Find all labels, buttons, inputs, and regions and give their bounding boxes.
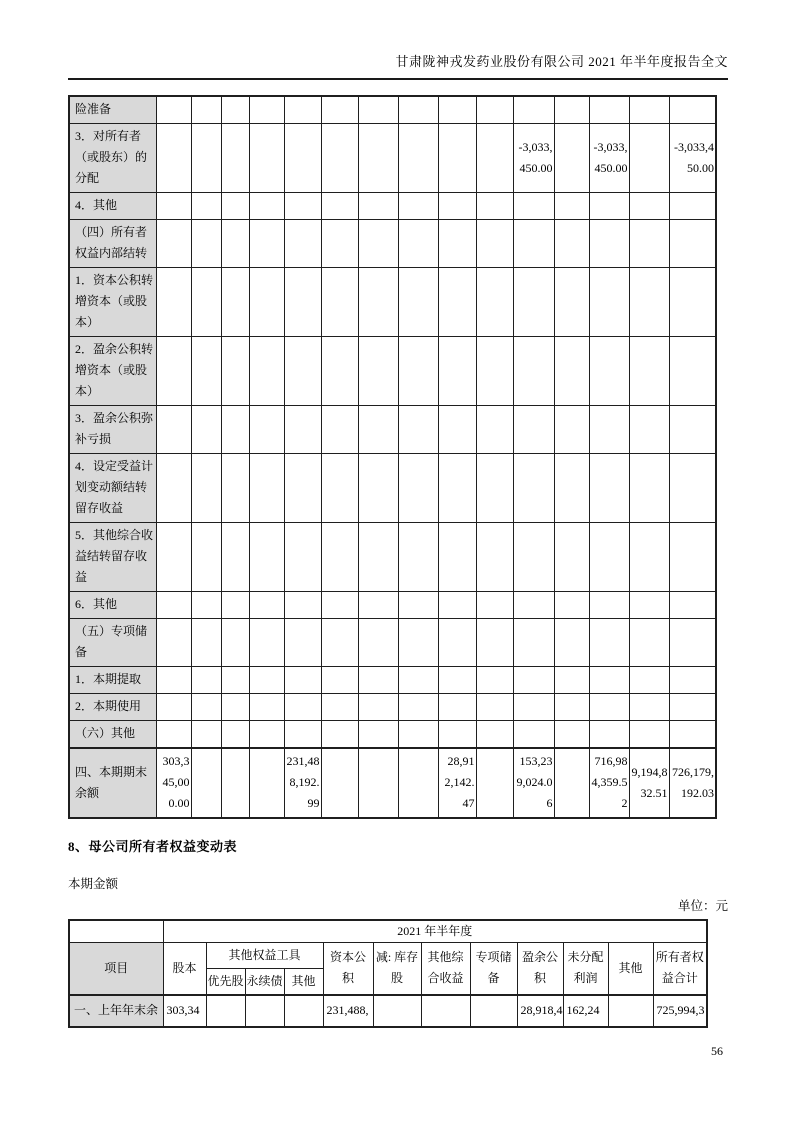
- value-cell: [398, 694, 438, 721]
- value-cell: [191, 619, 221, 667]
- value-cell: [476, 337, 513, 406]
- value-cell: [629, 721, 669, 749]
- value-cell: [589, 406, 629, 454]
- unit-label: 单位：元: [677, 899, 728, 913]
- value-cell: [669, 220, 716, 268]
- value-cell: [669, 268, 716, 337]
- value-cell: [249, 406, 284, 454]
- value-cell: [438, 124, 476, 193]
- value-cell: [554, 748, 589, 818]
- value-cell: [156, 337, 191, 406]
- value-cell: [669, 193, 716, 220]
- value-cell: [156, 667, 191, 694]
- value-cell: [629, 694, 669, 721]
- value-cell: [358, 619, 398, 667]
- value-cell: [629, 220, 669, 268]
- value-cell: [156, 268, 191, 337]
- value-cell: [249, 619, 284, 667]
- value-cell: [284, 995, 323, 1027]
- value-cell: [358, 268, 398, 337]
- value-cell: [629, 193, 669, 220]
- row-label: 5．其他综合收益结转留存收益: [69, 523, 156, 592]
- value-cell: [249, 337, 284, 406]
- value-cell: [358, 694, 398, 721]
- value-cell: [321, 694, 358, 721]
- value-cell: [629, 523, 669, 592]
- value-cell: [191, 454, 221, 523]
- value-cell: [321, 220, 358, 268]
- value-cell: [191, 337, 221, 406]
- value-cell: [476, 268, 513, 337]
- value-cell: [669, 523, 716, 592]
- value-cell: [358, 406, 398, 454]
- value-cell: [629, 96, 669, 124]
- table-row: [69, 193, 716, 220]
- value-cell: [156, 220, 191, 268]
- value-cell: [221, 96, 249, 124]
- value-cell: [438, 193, 476, 220]
- value-cell: [438, 454, 476, 523]
- value-cell: [191, 592, 221, 619]
- value-cell: [476, 694, 513, 721]
- value-cell: [589, 193, 629, 220]
- value-cell: [221, 454, 249, 523]
- value-cell: [629, 619, 669, 667]
- table-row: [69, 920, 707, 942]
- value-cell: [476, 523, 513, 592]
- value-cell: [191, 523, 221, 592]
- value-cell: [398, 667, 438, 694]
- value-cell: [249, 454, 284, 523]
- value-cell: [221, 523, 249, 592]
- value-cell: [629, 454, 669, 523]
- table-row: [69, 942, 707, 968]
- value-cell: [554, 667, 589, 694]
- value-cell: [513, 667, 554, 694]
- value-cell: [513, 454, 554, 523]
- value-cell: [629, 406, 669, 454]
- table-row: [69, 721, 716, 749]
- table-row: [69, 124, 716, 193]
- value-cell: [191, 124, 221, 193]
- value-cell: [221, 268, 249, 337]
- value-cell: [321, 193, 358, 220]
- table-row: [69, 454, 716, 523]
- value-cell: [191, 220, 221, 268]
- value-cell: [284, 268, 321, 337]
- value-cell: [191, 721, 221, 749]
- value-cell: [249, 220, 284, 268]
- value-cell: [669, 721, 716, 749]
- value-cell: [476, 454, 513, 523]
- value-cell: [249, 694, 284, 721]
- value-cell: [476, 592, 513, 619]
- value-cell: [398, 454, 438, 523]
- value-cell: [476, 220, 513, 268]
- value-cell: [321, 454, 358, 523]
- value-cell: [191, 748, 221, 818]
- value-cell: [669, 96, 716, 124]
- value-cell: [284, 406, 321, 454]
- value-cell: 231,488,192.99: [284, 748, 321, 818]
- value-cell: [513, 193, 554, 220]
- column-header-less-treasury-stock: 减: 库存股: [373, 942, 421, 995]
- value-cell: [321, 748, 358, 818]
- value-cell: [206, 995, 245, 1027]
- table-row: [69, 268, 716, 337]
- row-label: （四）所有者权益内部结转: [69, 220, 156, 268]
- row-label: 6．其他: [69, 592, 156, 619]
- value-cell: [589, 592, 629, 619]
- column-header-capital-reserve: 资本公积: [323, 942, 373, 995]
- page-header-title: 甘肃陇神戎发药业股份有限公司 2021 年半年度报告全文: [395, 54, 728, 69]
- value-cell: [221, 619, 249, 667]
- row-label: 四、本期期末余额: [69, 748, 156, 818]
- value-cell: [669, 337, 716, 406]
- row-label: 4．其他: [69, 193, 156, 220]
- page-number: 56: [711, 1044, 723, 1058]
- column-header-other-comprehensive-income: 其他综合收益: [421, 942, 470, 995]
- value-cell: [358, 337, 398, 406]
- value-cell: [284, 619, 321, 667]
- value-cell: [321, 721, 358, 749]
- table-row: [69, 694, 716, 721]
- value-cell: [249, 667, 284, 694]
- value-cell: [284, 454, 321, 523]
- equity-table-body: [69, 96, 716, 818]
- value-cell: [321, 406, 358, 454]
- value-cell: 231,488,: [323, 995, 373, 1027]
- row-label: 2．本期使用: [69, 694, 156, 721]
- value-cell: [669, 454, 716, 523]
- table-row: [69, 619, 716, 667]
- value-cell: [156, 694, 191, 721]
- value-cell: [398, 220, 438, 268]
- column-header-project: 项目: [69, 942, 163, 995]
- value-cell: [284, 523, 321, 592]
- value-cell: [438, 667, 476, 694]
- value-cell: [589, 220, 629, 268]
- value-cell: [358, 96, 398, 124]
- value-cell: [589, 619, 629, 667]
- table-row: [69, 220, 716, 268]
- value-cell: [438, 523, 476, 592]
- value-cell: 9,194,832.51: [629, 748, 669, 818]
- value-cell: [438, 337, 476, 406]
- value-cell: [249, 592, 284, 619]
- value-cell: [221, 124, 249, 193]
- period-amount-label: 本期金额: [68, 877, 119, 891]
- value-cell: [191, 694, 221, 721]
- value-cell: [358, 124, 398, 193]
- table-row: [69, 748, 716, 818]
- value-cell: [191, 406, 221, 454]
- row-label: 2．盈余公积转增资本（或股本）: [69, 337, 156, 406]
- value-cell: [284, 337, 321, 406]
- value-cell: [669, 406, 716, 454]
- value-cell: [476, 406, 513, 454]
- value-cell: [156, 592, 191, 619]
- value-cell: [358, 193, 398, 220]
- value-cell: [284, 694, 321, 721]
- row-label: 3．对所有者（或股东）的分配: [69, 124, 156, 193]
- value-cell: [554, 268, 589, 337]
- value-cell: [554, 96, 589, 124]
- value-cell: [358, 220, 398, 268]
- value-cell: [513, 220, 554, 268]
- value-cell: [629, 667, 669, 694]
- value-cell: 28,912,142.47: [438, 748, 476, 818]
- value-cell: [221, 337, 249, 406]
- value-cell: [249, 96, 284, 124]
- value-cell: [669, 694, 716, 721]
- value-cell: [221, 220, 249, 268]
- value-cell: [191, 193, 221, 220]
- value-cell: [476, 667, 513, 694]
- value-cell: [398, 124, 438, 193]
- value-cell: [321, 667, 358, 694]
- value-cell: [554, 619, 589, 667]
- value-cell: [321, 96, 358, 124]
- value-cell: [476, 96, 513, 124]
- column-header-surplus-reserve: 盈余公积: [517, 942, 563, 995]
- corner-cell: [69, 920, 163, 942]
- value-cell: -3,033,450.00: [589, 124, 629, 193]
- value-cell: [398, 523, 438, 592]
- value-cell: [221, 406, 249, 454]
- table-row: [69, 667, 716, 694]
- parent-equity-table-body: [69, 995, 707, 1027]
- value-cell: [156, 523, 191, 592]
- value-cell: [156, 193, 191, 220]
- period-header-cell: 2021 年半年度: [163, 920, 707, 942]
- value-cell: [554, 406, 589, 454]
- value-cell: [249, 721, 284, 749]
- value-cell: 153,239,024.06: [513, 748, 554, 818]
- value-cell: [438, 406, 476, 454]
- column-header-total-owners-equity: 所有者权益合计: [653, 942, 707, 995]
- value-cell: [321, 523, 358, 592]
- value-cell: [669, 667, 716, 694]
- row-label: （六）其他: [69, 721, 156, 749]
- value-cell: [398, 268, 438, 337]
- value-cell: [669, 592, 716, 619]
- value-cell: [438, 694, 476, 721]
- row-label: 1．资本公积转增资本（或股本）: [69, 268, 156, 337]
- value-cell: [554, 337, 589, 406]
- row-label: 3．盈余公积弥补亏损: [69, 406, 156, 454]
- value-cell: [249, 124, 284, 193]
- value-cell: [191, 268, 221, 337]
- value-cell: [284, 592, 321, 619]
- value-cell: [589, 523, 629, 592]
- value-cell: [608, 995, 653, 1027]
- value-cell: [589, 268, 629, 337]
- value-cell: [398, 721, 438, 749]
- value-cell: [358, 748, 398, 818]
- column-header-special-reserve: 专项储备: [470, 942, 517, 995]
- value-cell: [513, 721, 554, 749]
- value-cell: [398, 96, 438, 124]
- column-header-other-instrument: 其他: [284, 968, 323, 995]
- table-row: [69, 592, 716, 619]
- value-cell: [284, 96, 321, 124]
- value-cell: [513, 406, 554, 454]
- value-cell: [398, 406, 438, 454]
- value-cell: [321, 268, 358, 337]
- value-cell: [476, 748, 513, 818]
- value-cell: [284, 220, 321, 268]
- value-cell: [589, 694, 629, 721]
- value-cell: -3,033,450.00: [669, 124, 716, 193]
- value-cell: [358, 523, 398, 592]
- table-row: [69, 337, 716, 406]
- row-label: 4．设定受益计划变动额结转留存收益: [69, 454, 156, 523]
- value-cell: [245, 995, 284, 1027]
- value-cell: [589, 454, 629, 523]
- value-cell: [554, 721, 589, 749]
- value-cell: [470, 995, 517, 1027]
- value-cell: [513, 619, 554, 667]
- value-cell: [284, 193, 321, 220]
- value-cell: [629, 268, 669, 337]
- header-divider: [68, 78, 728, 80]
- value-cell: [476, 124, 513, 193]
- value-cell: [476, 721, 513, 749]
- column-header-other: 其他: [608, 942, 653, 995]
- value-cell: [398, 619, 438, 667]
- value-cell: [513, 523, 554, 592]
- value-cell: [554, 124, 589, 193]
- column-header-undistributed-profit: 未分配利润: [563, 942, 608, 995]
- value-cell: [589, 337, 629, 406]
- value-cell: [321, 619, 358, 667]
- value-cell: -3,033,450.00: [513, 124, 554, 193]
- column-header-share-capital: 股本: [163, 942, 206, 995]
- value-cell: [554, 592, 589, 619]
- value-cell: [629, 337, 669, 406]
- value-cell: [398, 337, 438, 406]
- value-cell: [554, 523, 589, 592]
- consolidated-equity-table-continued: [68, 95, 717, 819]
- value-cell: [398, 592, 438, 619]
- value-cell: [373, 995, 421, 1027]
- value-cell: [221, 592, 249, 619]
- value-cell: [221, 667, 249, 694]
- value-cell: [554, 193, 589, 220]
- value-cell: [513, 96, 554, 124]
- value-cell: [249, 748, 284, 818]
- value-cell: 303,345,000.00: [156, 748, 191, 818]
- value-cell: [156, 406, 191, 454]
- value-cell: [284, 124, 321, 193]
- value-cell: [421, 995, 470, 1027]
- row-label: 一、上年年末余: [69, 995, 163, 1027]
- value-cell: 725,994,3: [653, 995, 707, 1027]
- value-cell: [249, 268, 284, 337]
- value-cell: [513, 268, 554, 337]
- value-cell: [669, 619, 716, 667]
- value-cell: [156, 721, 191, 749]
- parent-company-equity-table: [68, 919, 708, 1028]
- value-cell: 162,24: [563, 995, 608, 1027]
- value-cell: [438, 268, 476, 337]
- column-header-other-equity-instruments: 其他权益工具: [206, 942, 323, 968]
- value-cell: [398, 748, 438, 818]
- table-row: [69, 406, 716, 454]
- value-cell: [398, 193, 438, 220]
- value-cell: [513, 337, 554, 406]
- value-cell: [476, 619, 513, 667]
- value-cell: [438, 619, 476, 667]
- value-cell: [554, 220, 589, 268]
- value-cell: [513, 592, 554, 619]
- value-cell: [629, 592, 669, 619]
- value-cell: [221, 193, 249, 220]
- value-cell: [221, 748, 249, 818]
- value-cell: 28,918,4: [517, 995, 563, 1027]
- table-row: [69, 995, 707, 1027]
- value-cell: [156, 619, 191, 667]
- value-cell: [321, 592, 358, 619]
- value-cell: [629, 124, 669, 193]
- row-label: （五）专项储备: [69, 619, 156, 667]
- value-cell: 303,34: [163, 995, 206, 1027]
- value-cell: [438, 220, 476, 268]
- value-cell: [358, 721, 398, 749]
- value-cell: [358, 454, 398, 523]
- value-cell: [476, 193, 513, 220]
- column-header-perpetual-bond: 永续债: [245, 968, 284, 995]
- value-cell: [321, 337, 358, 406]
- value-cell: [221, 694, 249, 721]
- value-cell: [438, 96, 476, 124]
- value-cell: [589, 667, 629, 694]
- table-row: [69, 96, 716, 124]
- value-cell: 716,984,359.52: [589, 748, 629, 818]
- value-cell: [438, 721, 476, 749]
- value-cell: [321, 124, 358, 193]
- value-cell: [284, 667, 321, 694]
- value-cell: [513, 694, 554, 721]
- value-cell: [589, 96, 629, 124]
- value-cell: [554, 454, 589, 523]
- column-header-preferred-stock: 优先股: [206, 968, 245, 995]
- row-label: 1．本期提取: [69, 667, 156, 694]
- value-cell: [191, 667, 221, 694]
- value-cell: [156, 124, 191, 193]
- value-cell: [438, 592, 476, 619]
- value-cell: [358, 592, 398, 619]
- value-cell: [191, 96, 221, 124]
- section-heading: 8、母公司所有者权益变动表: [68, 839, 238, 854]
- value-cell: [358, 667, 398, 694]
- value-cell: [221, 721, 249, 749]
- value-cell: [156, 96, 191, 124]
- value-cell: [249, 193, 284, 220]
- table-row: [69, 523, 716, 592]
- value-cell: [156, 454, 191, 523]
- value-cell: [249, 523, 284, 592]
- value-cell: [284, 721, 321, 749]
- value-cell: [554, 694, 589, 721]
- value-cell: 726,179,192.03: [669, 748, 716, 818]
- value-cell: [589, 721, 629, 749]
- row-label: 险准备: [69, 96, 156, 124]
